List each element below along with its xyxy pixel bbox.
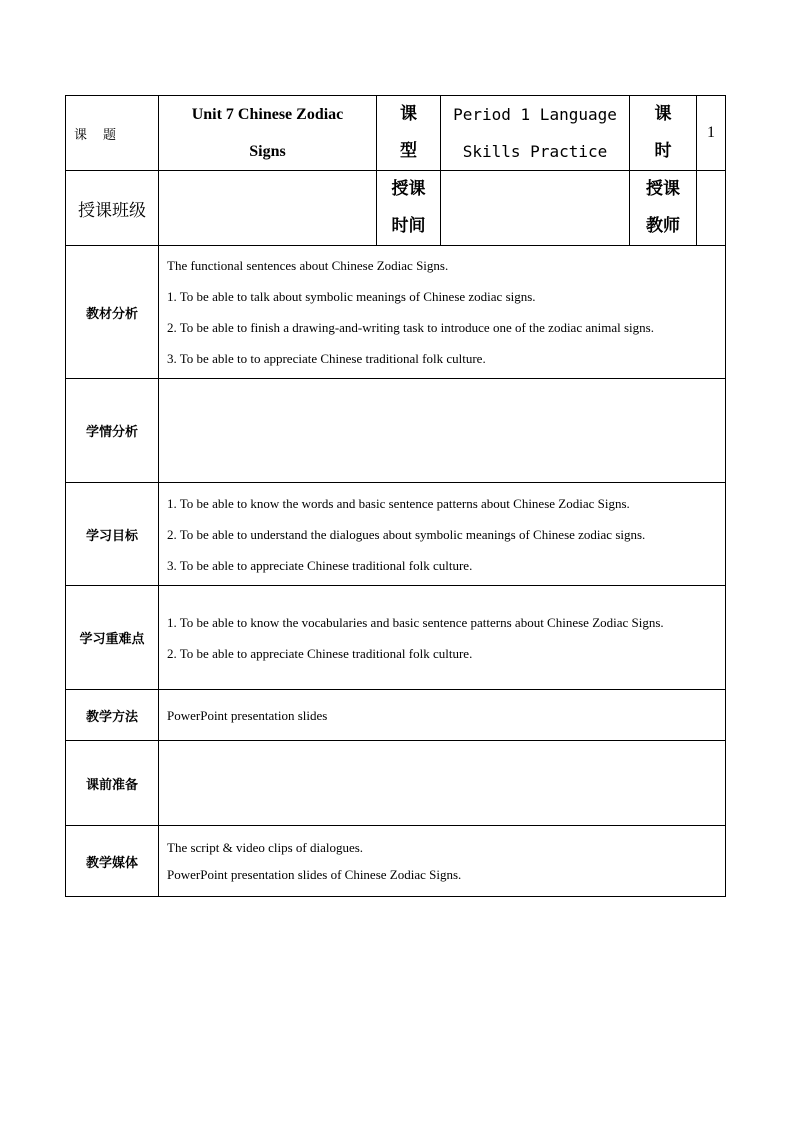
material-line: The functional sentences about Chinese Zodiac Signs. — [167, 258, 449, 273]
teaching-method-content — [159, 690, 726, 741]
row-student-analysis — [66, 379, 726, 483]
row-teaching-method — [66, 690, 726, 741]
teaching-method-label: 教学方法 — [66, 690, 159, 741]
class-label: 授课班级 — [66, 171, 159, 246]
topic-label — [66, 96, 159, 171]
row-teaching-media — [66, 826, 726, 897]
type-label-char-1: 课 — [400, 104, 417, 124]
hours-label — [630, 96, 697, 171]
key-point-line: 1. To be able to know the vocabularies and basic sentence patterns about Chinese Zodiac Signs. — [167, 614, 664, 630]
topic-line-1: Unit 7 Chinese Zodiac — [191, 106, 344, 123]
material-analysis-content — [159, 246, 726, 379]
teaching-media-label: 教学媒体 — [66, 826, 159, 897]
goal-line: 2. To be able to understand the dialogues about symbolic meanings of Chinese zodiac signs. — [167, 526, 646, 542]
row-material-analysis — [66, 246, 726, 379]
row-learning-goals — [66, 483, 726, 586]
topic-value — [159, 96, 377, 171]
student-analysis-content — [159, 379, 726, 483]
header-row-class — [66, 171, 726, 246]
material-analysis-label: 教材分析 — [66, 246, 159, 379]
student-analysis-label: 学情分析 — [66, 379, 159, 483]
type-label — [377, 96, 441, 171]
topic-label-char-1: 课 — [74, 127, 88, 143]
type-value — [441, 96, 630, 171]
material-line: 3. To be able to to appreciate Chinese traditional folk culture. — [167, 351, 486, 366]
material-line: 2. To be able to finish a drawing-and-writing task to introduce one of the zodiac animal signs. — [167, 320, 654, 335]
type-line-1: Period 1 Language — [453, 105, 617, 124]
time-label — [377, 171, 441, 246]
media-line: PowerPoint presentation slides of Chinese Zodiac Signs. — [167, 867, 462, 882]
media-line: The script & video clips of dialogues. — [167, 840, 364, 855]
hours-label-char-1: 课 — [654, 104, 672, 124]
teacher-label — [630, 171, 697, 246]
preparation-content — [159, 741, 726, 826]
method-line: PowerPoint presentation slides — [167, 707, 328, 723]
material-line: 1. To be able to talk about symbolic meanings of Chinese zodiac signs. — [167, 289, 536, 304]
hours-label-char-2: 时 — [654, 141, 672, 161]
class-value — [159, 171, 377, 246]
preparation-label: 课前准备 — [66, 741, 159, 826]
topic-line-2: Signs — [249, 143, 286, 160]
type-line-2: Skills Practice — [462, 142, 608, 161]
key-points-label: 学习重难点 — [66, 586, 159, 690]
teacher-label-line-2: 教师 — [646, 216, 680, 236]
teacher-label-line-1: 授课 — [646, 179, 680, 199]
header-row-topic — [66, 96, 726, 171]
teacher-value — [697, 171, 726, 246]
hours-value: 1 — [697, 96, 726, 171]
row-key-points — [66, 586, 726, 690]
goal-line: 1. To be able to know the words and basic sentence patterns about Chinese Zodiac Signs. — [167, 495, 630, 511]
learning-goals-label: 学习目标 — [66, 483, 159, 586]
time-label-line-2: 时间 — [391, 216, 426, 236]
type-label-char-2: 型 — [400, 141, 417, 161]
key-points-content — [159, 586, 726, 690]
lesson-plan-table — [65, 95, 726, 897]
row-preparation — [66, 741, 726, 826]
time-label-line-1: 授课 — [391, 179, 426, 199]
learning-goals-content — [159, 483, 726, 586]
topic-label-char-2: 题 — [103, 127, 117, 143]
time-value — [441, 171, 630, 246]
goal-line: 3. To be able to appreciate Chinese traditional folk culture. — [167, 557, 473, 573]
teaching-media-content — [159, 826, 726, 897]
key-point-line: 2. To be able to appreciate Chinese traditional folk culture. — [167, 645, 473, 661]
